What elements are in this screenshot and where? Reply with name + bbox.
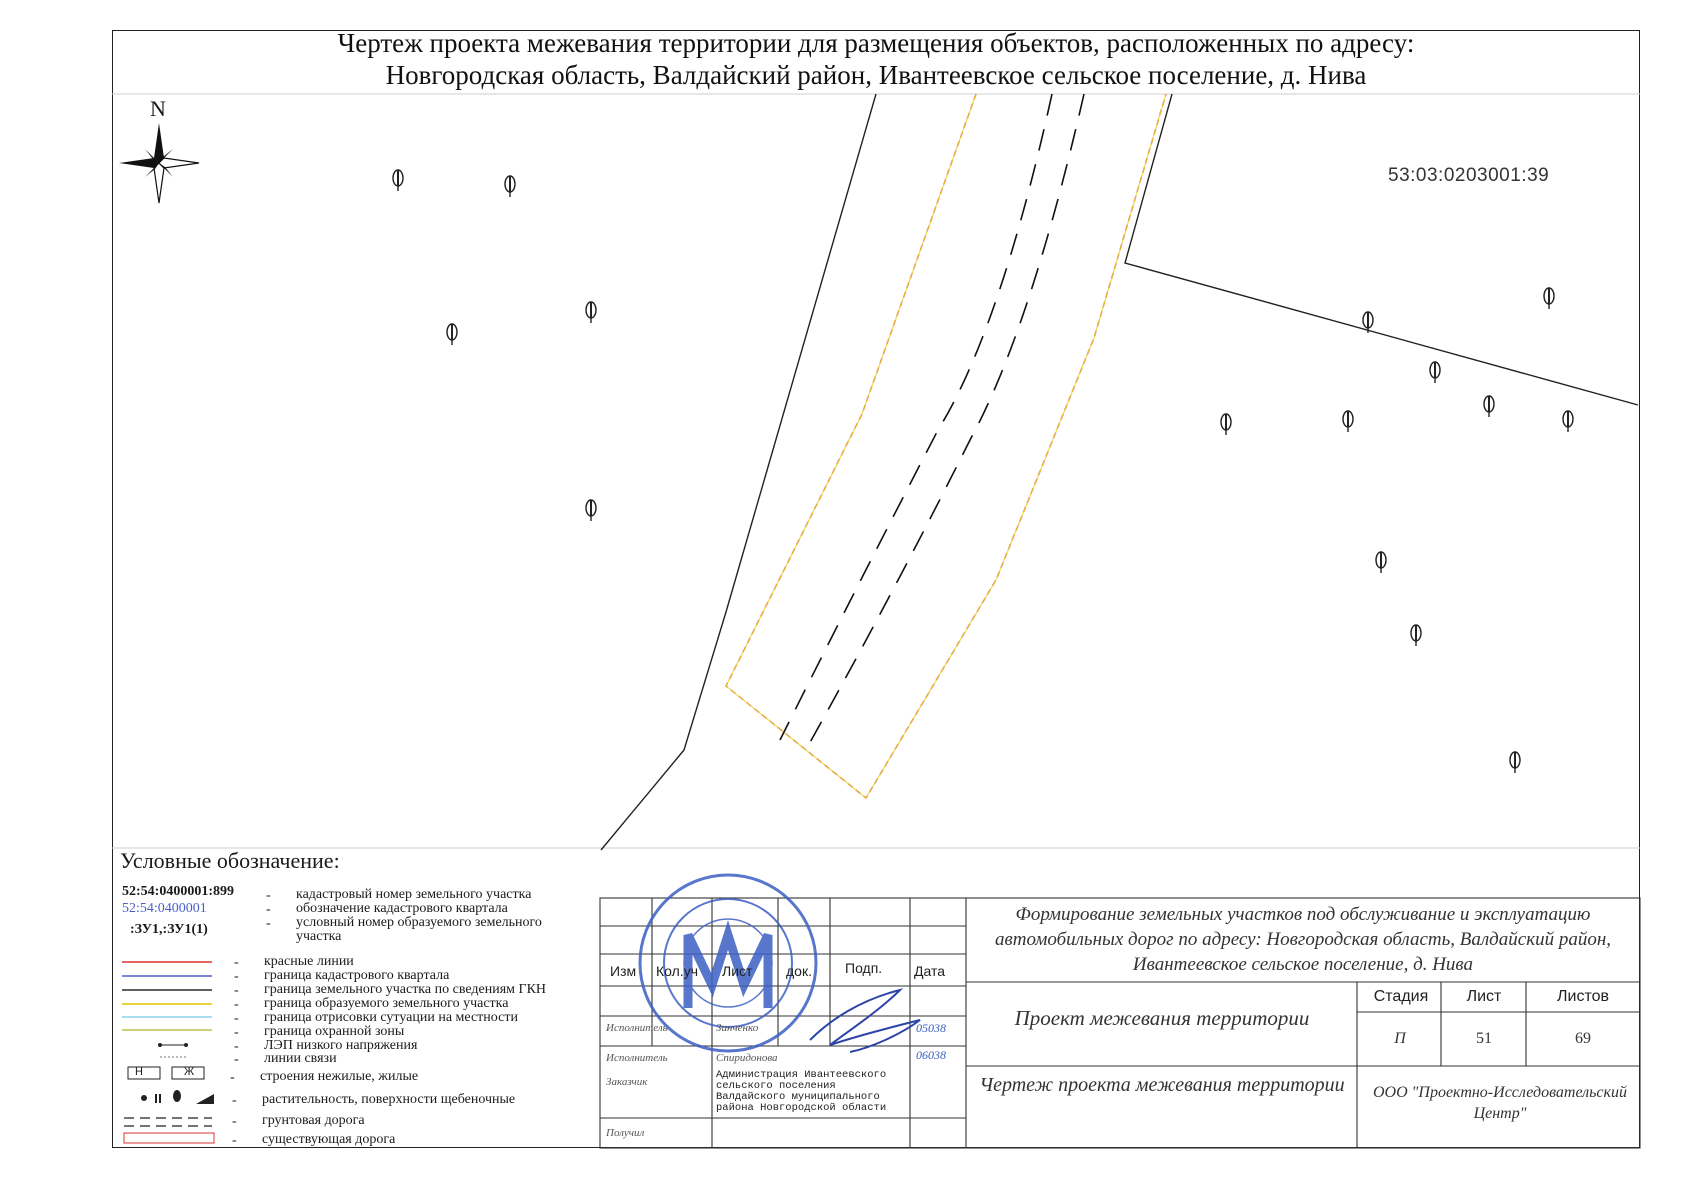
row-checked-name: Спиридонова [716,1052,778,1064]
row-executor-label: Исполнитель [606,1022,668,1034]
legend-item-label: граница земельного участка по сведениям ГКН [264,982,547,997]
legend-existing-road-symbol [124,1133,214,1143]
received-label: Получил [606,1127,645,1139]
legend-code-parcel: 52:54:0400001:899 [122,884,234,899]
legend-dash: - [230,1070,235,1085]
organization-name: ООО "Проектно-Исследовательский Центр" [1373,1084,1627,1122]
legend-item-label: линии связи [264,1051,337,1066]
row-executor-name: Зинченко [716,1022,759,1034]
legend-code-quarter: 52:54:0400001 [122,901,207,916]
drawing-title-line-2: Новгородская область, Валдайский район, Ивантеевское сельское поселение, д. Нива [385,60,1367,90]
legend-dash: - [234,1039,239,1054]
stage-label: Стадия [1373,988,1429,1005]
customer-name: Администрация Ивантеевского сельского поселения Валдайского муниципального района Новгородской области [716,1069,887,1114]
legend-building-nonres-symbol [128,1067,160,1079]
doc-name: Проект межевания территории [1014,1006,1310,1030]
legend-dash: - [266,916,271,931]
header-data: Дата [914,963,946,979]
legend-item-label: красные линии [264,954,354,969]
legend-item-label: обозначение кадастрового квартала [296,901,508,916]
legend-dash: - [266,888,271,903]
legend-item-label: растительность, поверхности щебеночные [262,1092,516,1107]
legend-dash: - [234,1011,239,1026]
legend-item-label: строения нежилые, жилые [260,1069,419,1084]
legend-item-label: граница охранной зоны [264,1024,405,1039]
date-1: 05038 [916,1021,946,1035]
header-doc: док. [786,963,812,979]
drawing-title-line-1: Чертеж проекта межевания территории для размещения объектов, расположенных по адресу: [337,28,1415,58]
legend-item-label: грунтовая дорога [262,1113,365,1128]
legend-title: Условные обозначение: [120,848,340,873]
legend-dash: - [234,969,239,984]
legend-code-conditional: :ЗУ1,:ЗУ1(1) [130,922,208,937]
project-title: Формирование земельных участков под обслуживание и эксплуатацию автомобильных дорог по адресу: Новгородская область, Валдайский район, Ивантеевское сельское поселение, д. Нива [994,904,1612,975]
header-kol: Кол.уч [656,963,698,979]
legend-item-label: кадастровый номер земельного участка [296,887,532,902]
sheet-value: 51 [1476,1030,1492,1047]
legend-item-label: граница образуемого земельного участка [264,996,509,1011]
legend-power-line-symbol [158,1043,188,1047]
header-list: Лист [722,963,753,979]
legend-dash: - [234,997,239,1012]
customer-label: Заказчик [606,1076,648,1088]
header-podp: Подп. [845,960,883,976]
header-izm: Изм [610,963,637,979]
stage-value: П [1394,1030,1406,1047]
legend-dash: - [234,1052,239,1067]
legend-dash: - [234,955,239,970]
legend-item-label: граница отрисовки сутуации на местности [264,1010,518,1025]
legend-item-label: ЛЭП низкого напряжения [264,1038,418,1053]
sheet-label: Лист [1466,988,1502,1005]
north-label: N [150,96,166,121]
legend-item-label: участка [296,929,342,944]
cadastral-number-label: 53:03:0203001:39 [1388,165,1550,186]
drawing-name: Чертеж проекта межевания территории [979,1074,1345,1096]
legend-dash: - [234,983,239,998]
legend-dash: - [232,1114,237,1129]
sheets-value: 69 [1575,1030,1591,1047]
sheets-label: Листов [1557,988,1609,1005]
legend-building-zh: Ж [184,1066,195,1078]
legend-dash: - [232,1093,237,1108]
legend-dash: - [266,902,271,917]
legend-item-label: условный номер образуемого земельного [296,915,542,930]
legend-vegetation-symbol [141,1090,214,1104]
legend-building-n: Н [135,1066,143,1078]
date-2: 06038 [916,1048,946,1062]
legend-item-label: граница кадастрового квартала [264,968,450,983]
legend-item-label: существующая дорога [262,1132,396,1147]
row-checked-label: Исполнитель [606,1052,668,1064]
legend-dash: - [232,1133,237,1148]
legend-dash: - [234,1025,239,1040]
